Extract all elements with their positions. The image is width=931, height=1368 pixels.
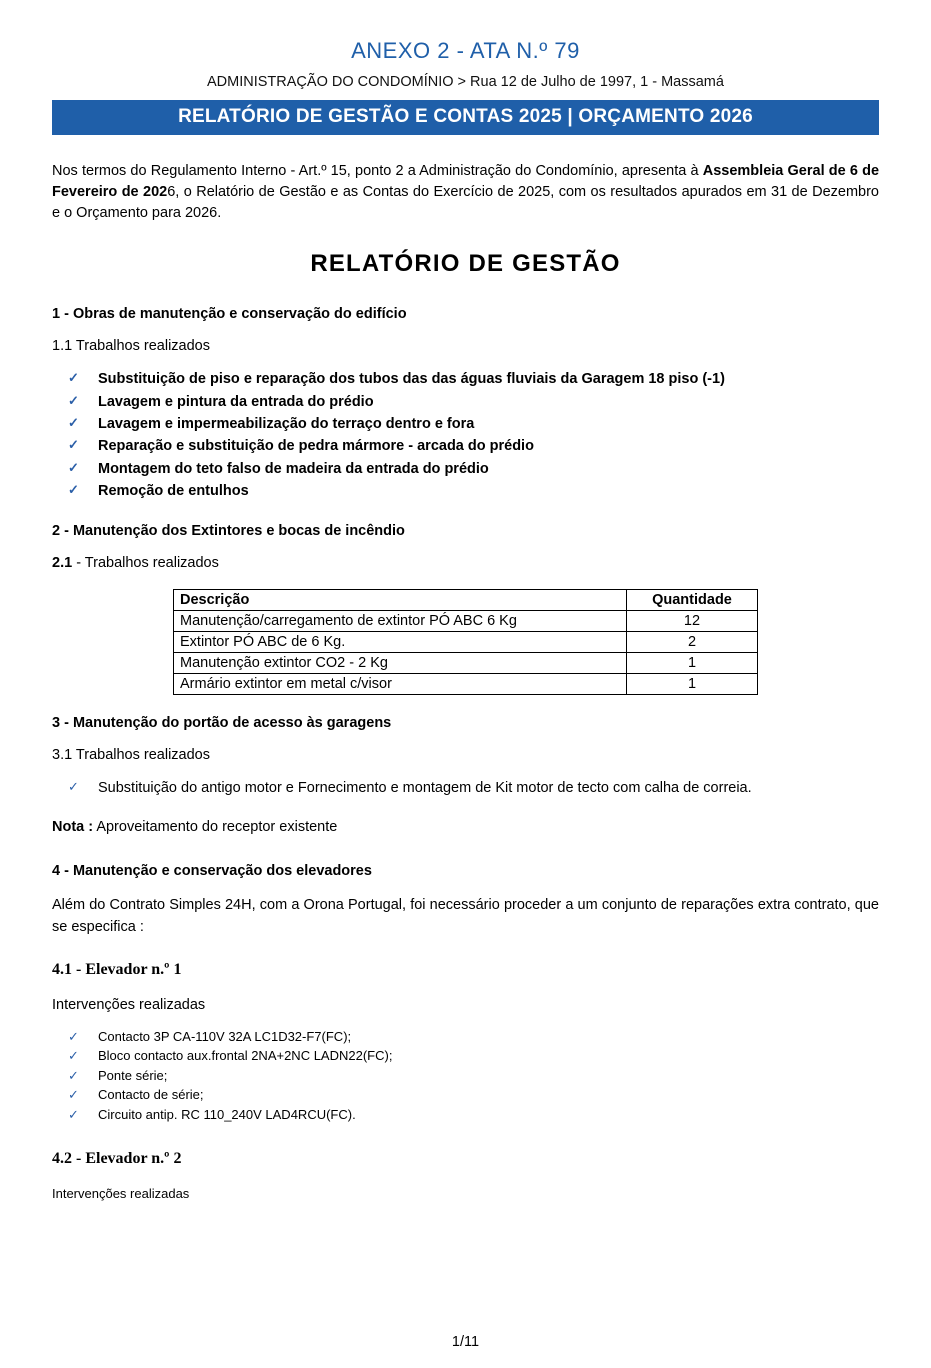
heading-section-1: 1 - Obras de manutenção e conservação do edifício (52, 306, 407, 323)
subheading-2-1-text: - Trabalhos realizados (72, 554, 219, 571)
cell-quantidade: 2 (627, 631, 758, 652)
list-item (52, 391, 879, 413)
check-icon: ✓ (68, 1048, 79, 1064)
subheading-elevator-1: Intervenções realizadas (52, 996, 206, 1013)
list-item-label: Remoção de entulhos (98, 483, 249, 500)
column-header-descricao: Descrição (174, 589, 627, 610)
note-text: Aproveitamento do receptor existente (93, 819, 338, 836)
check-icon: ✓ (68, 392, 79, 408)
list-item-label: Lavagem e pintura da entrada do prédio (98, 393, 374, 410)
list-item (52, 480, 879, 502)
list-item-label: Circuito antip. RC 110_240V LAD4RCU(FC). (98, 1106, 356, 1122)
table-header-row (174, 589, 758, 610)
paragraph-section-4: Além do Contrato Simples 24H, com a Orona Portugal, foi necessário proceder a um conjunto de reparações extra contrato, que se especifica : (52, 897, 879, 936)
list-section-1 (52, 368, 879, 503)
list-item (52, 435, 879, 457)
cell-quantidade: 1 (627, 673, 758, 694)
cell-descricao: Manutenção/carregamento de extintor PÓ ABC 6 Kg (174, 610, 627, 631)
intro-text-bold: Assembleia Geral de 6 de Fevereiro de 202 (52, 163, 880, 201)
check-icon: ✓ (68, 1028, 79, 1044)
intro-paragraph (52, 161, 879, 224)
check-icon: ✓ (68, 370, 79, 386)
heading-elevator-1: 4.1 - Elevador n.º 1 (52, 960, 182, 978)
document-subtitle: ADMINISTRAÇÃO DO CONDOMÍNIO > Rua 12 de Julho de 1997, 1 - Massamá (207, 74, 724, 90)
list-item (52, 413, 879, 435)
list-item (52, 458, 879, 480)
check-icon: ✓ (68, 437, 79, 453)
list-item-label: Montagem do teto falso de madeira da entrada do prédio (98, 460, 489, 477)
table-row (174, 631, 758, 652)
column-header-quantidade: Quantidade (627, 589, 758, 610)
check-icon: ✓ (68, 778, 79, 794)
table-row (174, 610, 758, 631)
list-item-label: Lavagem e impermeabilização do terraço dentro e fora (98, 415, 475, 432)
list-item (52, 1027, 879, 1047)
list-item-label: Ponte série; (98, 1067, 168, 1083)
list-item (52, 368, 879, 390)
list-item-label: Substituição de piso e reparação dos tubos das das águas fluviais da Garagem 18 piso (-1) (98, 371, 725, 388)
intro-text-part2: 6, o Relatório de Gestão e as Contas do Exercício de 2025, com os resultados apurados em 31 de Dezembro e o Orçamento para 2026. (52, 184, 879, 222)
subheading-elevator-2: Intervenções realizadas (52, 1186, 190, 1202)
report-banner: RELATÓRIO DE GESTÃO E CONTAS 2025 | ORÇAMENTO 2026 (52, 100, 879, 135)
list-item-label: Bloco contacto aux.frontal 2NA+2NC LADN22(FC); (98, 1048, 393, 1064)
list-item (52, 1105, 879, 1125)
heading-section-4: 4 - Manutenção e conservação dos elevadores (52, 863, 372, 880)
list-item (52, 1066, 879, 1086)
list-item (52, 1085, 879, 1105)
list-item-label: Contacto 3P CA-110V 32A LC1D32-F7(FC); (98, 1028, 352, 1044)
section-title: RELATÓRIO DE GESTÃO (310, 250, 621, 278)
list-item-label: Contacto de série; (98, 1087, 204, 1103)
cell-descricao: Extintor PÓ ABC de 6 Kg. (174, 631, 627, 652)
check-icon: ✓ (68, 1067, 79, 1083)
page-number: 1/11 (451, 1334, 480, 1350)
note-line (52, 819, 879, 835)
table-row (174, 652, 758, 673)
check-icon: ✓ (68, 1087, 79, 1103)
cell-quantidade: 1 (627, 652, 758, 673)
subheading-2-1-number: 2.1 (52, 554, 73, 571)
intro-text-part1: Nos termos do Regulamento Interno - Art.º 15, ponto 2 a Administração do Condomínio, apresenta à (52, 163, 703, 179)
check-icon: ✓ (68, 459, 79, 475)
heading-section-3: 3 - Manutenção do portão de acesso às garagens (52, 714, 392, 731)
check-icon: ✓ (68, 1106, 79, 1122)
page-title: ANEXO 2 - ATA N.º 79 (351, 38, 580, 63)
subheading-3-1: 3.1 Trabalhos realizados (52, 746, 210, 763)
check-icon: ✓ (68, 482, 79, 498)
list-item (52, 1046, 879, 1066)
note-label: Nota : (52, 819, 94, 836)
list-section-3 (52, 777, 879, 799)
heading-section-2: 2 - Manutenção dos Extintores e bocas de incêndio (52, 522, 405, 539)
list-item-label: Reparação e substituição de pedra mármore - arcada do prédio (98, 438, 534, 455)
cell-quantidade: 12 (627, 610, 758, 631)
cell-descricao: Armário extintor em metal c/visor (174, 673, 627, 694)
subheading-2-1 (52, 555, 879, 571)
list-elevator-1 (52, 1027, 879, 1125)
extinguishers-table (173, 589, 758, 695)
check-icon: ✓ (68, 414, 79, 430)
subheading-1-1: 1.1 Trabalhos realizados (52, 338, 210, 355)
table-row (174, 673, 758, 694)
list-item (52, 777, 879, 799)
heading-elevator-2: 4.2 - Elevador n.º 2 (52, 1150, 182, 1168)
list-item-label: Substituição do antigo motor e Fornecimento e montagem de Kit motor de tecto com calha de correia. (98, 779, 752, 796)
cell-descricao: Manutenção extintor CO2 - 2 Kg (174, 652, 627, 673)
